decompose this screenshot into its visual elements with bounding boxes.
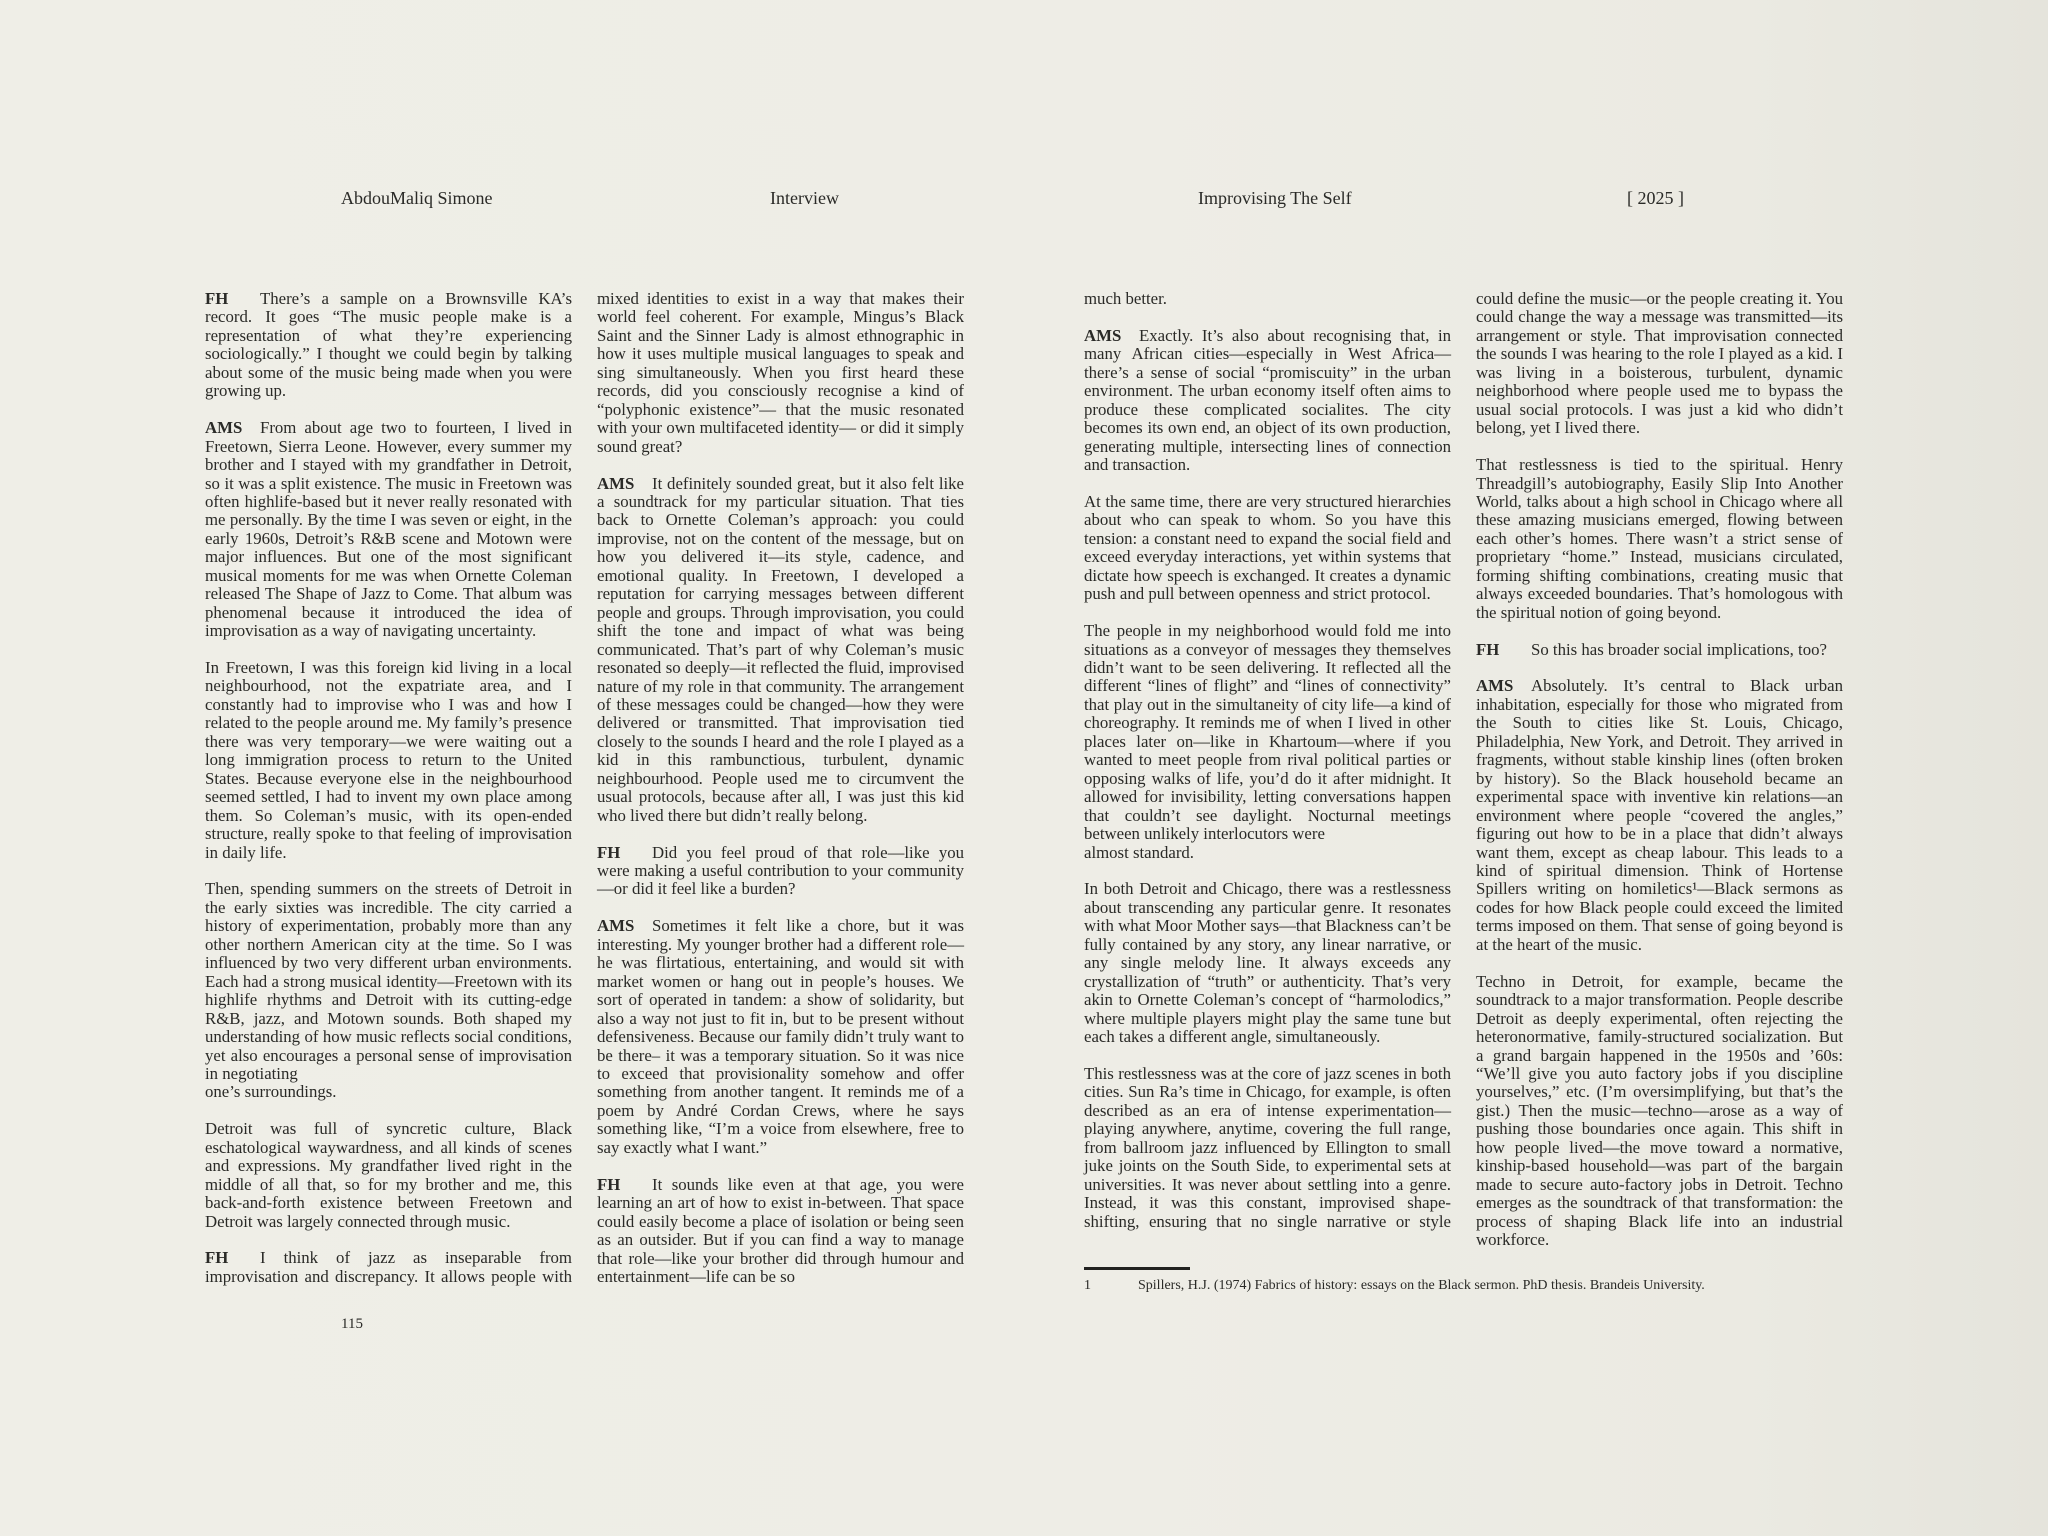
paragraph-text: mixed identities to exist in a way that makes their world feel coherent. For example, Mingus’s Black Saint and the Sinner Lady is almost ethnographic in how it uses multiple musical languages to speak and sing simultaneously. When you first heard these records, did you consciously recognise a kind of “polyphonic existence”— that the music resonated with your own multifaceted identity— or did it simply sound great? — [597, 289, 964, 456]
paragraph-text: Then, spending summers on the streets of Detroit in the early sixties was incredible. The city carried a history of experimentation, probably more than any other northern American city at the time. So I was influenced by two very different urban environments. Each had a strong musical identity—Freetown with its highlife rhythms and Detroit with its cutting-edge R&B, jazz, and Motown sounds. Both shaped my understanding of how music reflects social conditions, yet also encourages a personal sense of improvisation in negotiating one’s surroundings. — [205, 879, 572, 1102]
speaker-label: AMS — [1476, 676, 1514, 696]
interview-paragraph — [1084, 493, 1451, 604]
interview-paragraph — [1084, 622, 1451, 862]
interview-paragraph — [205, 290, 572, 401]
footnote-text: Spillers, H.J. (1974) Fabrics of history: essays on the Black sermon. PhD thesis. Brandeis University. — [1138, 1278, 1705, 1293]
paragraph-text: It definitely sounded great, but it also felt like a soundtrack for my particular situation. That ties back to Ornette Coleman’s approach: you could improvise, not on the content of the message, but on how you delivered it—its style, cadence, and emotional quality. In Freetown, I developed a reputation for carrying messages between different people and groups. Through improvisation, you could shift the tone and impact of what was being communicated. That’s part of why Coleman’s music resonated so deeply—it reflected the fluid, improvised nature of my role in that community. The arrangement of these messages could be changed—how they were delivered or transmitted. That improvisation tied closely to the sounds I heard and the role I played as a kid in this rambunctious, turbulent, dynamic neighbourhood. People used me to circumvent the usual protocols, because after all, I was just this kid who lived there but didn’t really belong. — [597, 473, 964, 825]
footnote — [1084, 1277, 1705, 1295]
paragraph-text: So this has broader social implications, too? — [1531, 639, 1827, 659]
interview-paragraph — [597, 475, 964, 826]
text-column-4 — [1476, 290, 1843, 1268]
text-column-2 — [597, 290, 964, 1305]
interview-paragraph — [1084, 290, 1451, 308]
speaker-label: FH — [1476, 639, 1500, 659]
paragraph-text: Absolutely. It’s central to Black urban inhabitation, especially for those who migrated from the South to cities like St. Louis, Chicago, Philadelphia, New York, and Detroit. They arrived in fragments, without stable kinship lines (often broken by history). So the Black household became an experimental space with inventive kin relations—an environment where people “covered the angles,” figuring out how to be in a place that didn’t always want them, except as cheap labour. This leads to a kind of spiritual dimension. Think of Hortense Spillers writing on homiletics¹—Black sermons as codes for how Black people could exceed the limited terms imposed on them. That sense of going beyond is at the heart of the music. — [1476, 676, 1843, 954]
speaker-label: FH — [205, 289, 229, 308]
running-head-author: AbdouMaliq Simone — [341, 188, 493, 208]
speaker-label: AMS — [597, 473, 635, 493]
interview-paragraph — [597, 290, 964, 456]
speaker-label: FH — [597, 1174, 621, 1194]
footnote-rule — [1084, 1267, 1190, 1270]
paragraph-text: In both Detroit and Chicago, there was a restlessness about transcending any particular genre. It resonates with what Moor Mother says—that Blackness can’t be fully contained by any story, any linear narrative, or any single melody line. It always exceeds any crystallization of “truth” or authenticity. That’s very akin to Ornette Coleman’s concept of “harmolodics,” where multiple players might play the same tune but each takes a different angle, simultaneously. — [1084, 879, 1451, 1047]
paragraph-text: This restlessness was at the core of jazz scenes in both cities. Sun Ra’s time in Chicago, for example, is often described as an era of intense experimentation—playing anywhere, anytime, covering the full range, from ballroom jazz influenced by Ellington to small juke joints on the South Side, to experimental sets at universities. It was never about settling into a genre. Instead, it was this constant, improvised shape-shifting, ensuring that no single narrative or style — [1084, 1063, 1451, 1231]
paragraph-text: Exactly. It’s also about recognising that, in many African cities—especially in West Africa—there’s a sense of social “promiscuity” in the urban environment. The urban economy itself often aims to produce these complicated socialites. The city becomes its own end, an object of its own production, generating multiple, intersecting lines of connection and transaction. — [1084, 325, 1451, 475]
speaker-label: FH — [205, 1248, 229, 1268]
paragraph-text: Did you feel proud of that role—like you were making a useful contribution to your community—or did it feel like a burden? — [597, 842, 964, 899]
paragraph-text: could define the music—or the people creating it. You could change the way a message was transmitted—its arrangement or style. That improvisation connected the sounds I was hearing to the role I played as a kid. I was living in a boisterous, turbulent, dynamic neighborhood where people used me to bypass the usual social protocols. I was just a kid who didn’t belong, yet I lived there. — [1476, 289, 1843, 438]
paragraph-text: There’s a sample on a Brownsville KA’s record. It goes “The music people make is a representation of what they’re experiencing sociologically.” I thought we could begin by talking about some of the music being made when you were growing up. — [205, 289, 572, 401]
text-column-3 — [1084, 290, 1451, 1249]
interview-paragraph — [1476, 677, 1843, 954]
interview-paragraph — [1476, 290, 1843, 438]
paragraph-text: At the same time, there are very structured hierarchies about who can speak to whom. So you have this tension: a constant need to expand the social field and exceed everyday interactions, yet within systems that dictate how speech is exchanged. It creates a dynamic push and pull between openness and strict protocol. — [1084, 491, 1451, 604]
interview-paragraph — [1084, 327, 1451, 475]
interview-paragraph — [205, 1120, 572, 1231]
speaker-label: AMS — [597, 916, 635, 936]
running-head-title: Improvising The Self — [1198, 188, 1352, 208]
paragraph-text: much better. — [1084, 289, 1167, 308]
paragraph-text: I think of jazz as inseparable from improvisation and discrepancy. It allows people with — [205, 1248, 572, 1286]
running-head-year: [ 2025 ] — [1627, 188, 1684, 208]
interview-paragraph — [597, 1176, 964, 1287]
paragraph-text: In Freetown, I was this foreign kid living in a local neighbourhood, not the expatriate area, and I constantly had to improvise who I was and how I related to the people around me. My family’s presence there was very temporary—we were waiting out a long immigration process to return to the United States. Because everyone else in the neighbourhood seemed settled, I had to invent my own place among them. So Coleman’s music, with its open-ended structure, really spoke to that feeling of improvisation in daily life. — [205, 658, 572, 862]
interview-paragraph — [205, 419, 572, 640]
footnote-mark: 1 — [1084, 1278, 1091, 1293]
interview-paragraph — [1476, 456, 1843, 622]
interview-paragraph — [1084, 1065, 1451, 1231]
page-number: 115 — [341, 1316, 363, 1332]
paragraph-text: It sounds like even at that age, you were learning an art of how to exist in-between. That space could easily become a place of isolation or being seen as an outsider. But if you can find a way to manage that role—like your brother did through humour and entertainment—life can be so — [597, 1174, 964, 1286]
paragraph-text: That restlessness is tied to the spiritual. Henry Threadgill’s autobiography, Easily Slip Into Another World, talks about a high school in Chicago where all these amazing musicians emerged, flowing between each other’s homes. There wasn’t a strict sense of proprietary “home.” Instead, musicians circulated, forming shifting combinations, creating music that always exceeded boundaries. That’s homologous with the spiritual notion of going beyond. — [1476, 455, 1843, 622]
running-head-section: Interview — [770, 188, 839, 208]
interview-paragraph — [597, 844, 964, 899]
interview-paragraph — [1476, 973, 1843, 1250]
speaker-label: FH — [597, 842, 621, 862]
paragraph-text: From about age two to fourteen, I lived in Freetown, Sierra Leone. However, every summer my brother and I stayed with my grandfather in Detroit, so it was a split existence. The music in Freetown was often highlife-based but it never really resonated with me personally. By the time I was seven or eight, in the early 1960s, Detroit’s R&B scene and Motown were major influences. But one of the most significant musical moments for me was when Ornette Coleman released The Shape of Jazz to Come. That album was phenomenal because it introduced the idea of improvisation as a way of navigating uncertainty. — [205, 418, 572, 641]
speaker-label: AMS — [1084, 325, 1122, 345]
paragraph-text: Detroit was full of syncretic culture, Black eschatological waywardness, and all kinds of scenes and expressions. My grandfather lived right in the middle of all that, so for my brother and me, this back-and-forth existence between Freetown and Detroit was largely connected through music. — [205, 1119, 572, 1231]
text-column-1 — [205, 290, 572, 1305]
paragraph-text: Techno in Detroit, for example, became the soundtrack to a major transformation. People describe Detroit as deeply experimental, often rejecting the heteronormative, family-structured socialization. But a grand bargain happened in the 1950s and ’60s: “We’ll give you auto factory jobs if you discipline yourselves,” etc. (I’m oversimplifying, but that’s the gist.) Then the music—techno—arose as a way of pushing those boundaries once again. This shift in how people lived—the move toward a normative, kinship-based household—was part of the bargain made to secure auto-factory jobs in Detroit. Techno emerges as the soundtrack of that transformation: the process of shaping Black life into an industrial workforce. — [1476, 971, 1843, 1250]
paragraph-text: Sometimes it felt like a chore, but it was interesting. My younger brother had a different role—he was flirtatious, entertaining, and would sit with market women or hang out in people’s houses. We sort of operated in tandem: a show of solidarity, but also a way not just to fit in, but to be present without defensiveness. Because our family didn’t truly want to be there– it was a temporary situation. So it was nice to exceed that provisionality somehow and offer something from another tangent. It reminds me of a poem by André Cordan Crews, where he says something like, “I’m a voice from elsewhere, free to say exactly what I want.” — [597, 916, 964, 1157]
speaker-label: AMS — [205, 418, 243, 438]
interview-paragraph — [205, 659, 572, 862]
interview-paragraph — [205, 880, 572, 1101]
interview-paragraph — [1476, 641, 1843, 659]
interview-paragraph — [597, 917, 964, 1157]
paragraph-text: The people in my neighborhood would fold me into situations as a conveyor of messages they themselves didn’t want to be seen delivering. It reflected all the different “lines of flight” and “lines of connectivity” that play out in the simultaneity of city life—a kind of choreography. It reminds me of when I lived in other places later on—like in Khartoum—where if you wanted to meet people from rival political parties or opposing walks of life, you’d do it after midnight. It allowed for invisibility, letting conversations happen that couldn’t see daylight. Nocturnal meetings between unlikely interlocutors were almost standard. — [1084, 621, 1451, 862]
interview-paragraph — [205, 1249, 572, 1286]
interview-paragraph — [1084, 880, 1451, 1046]
